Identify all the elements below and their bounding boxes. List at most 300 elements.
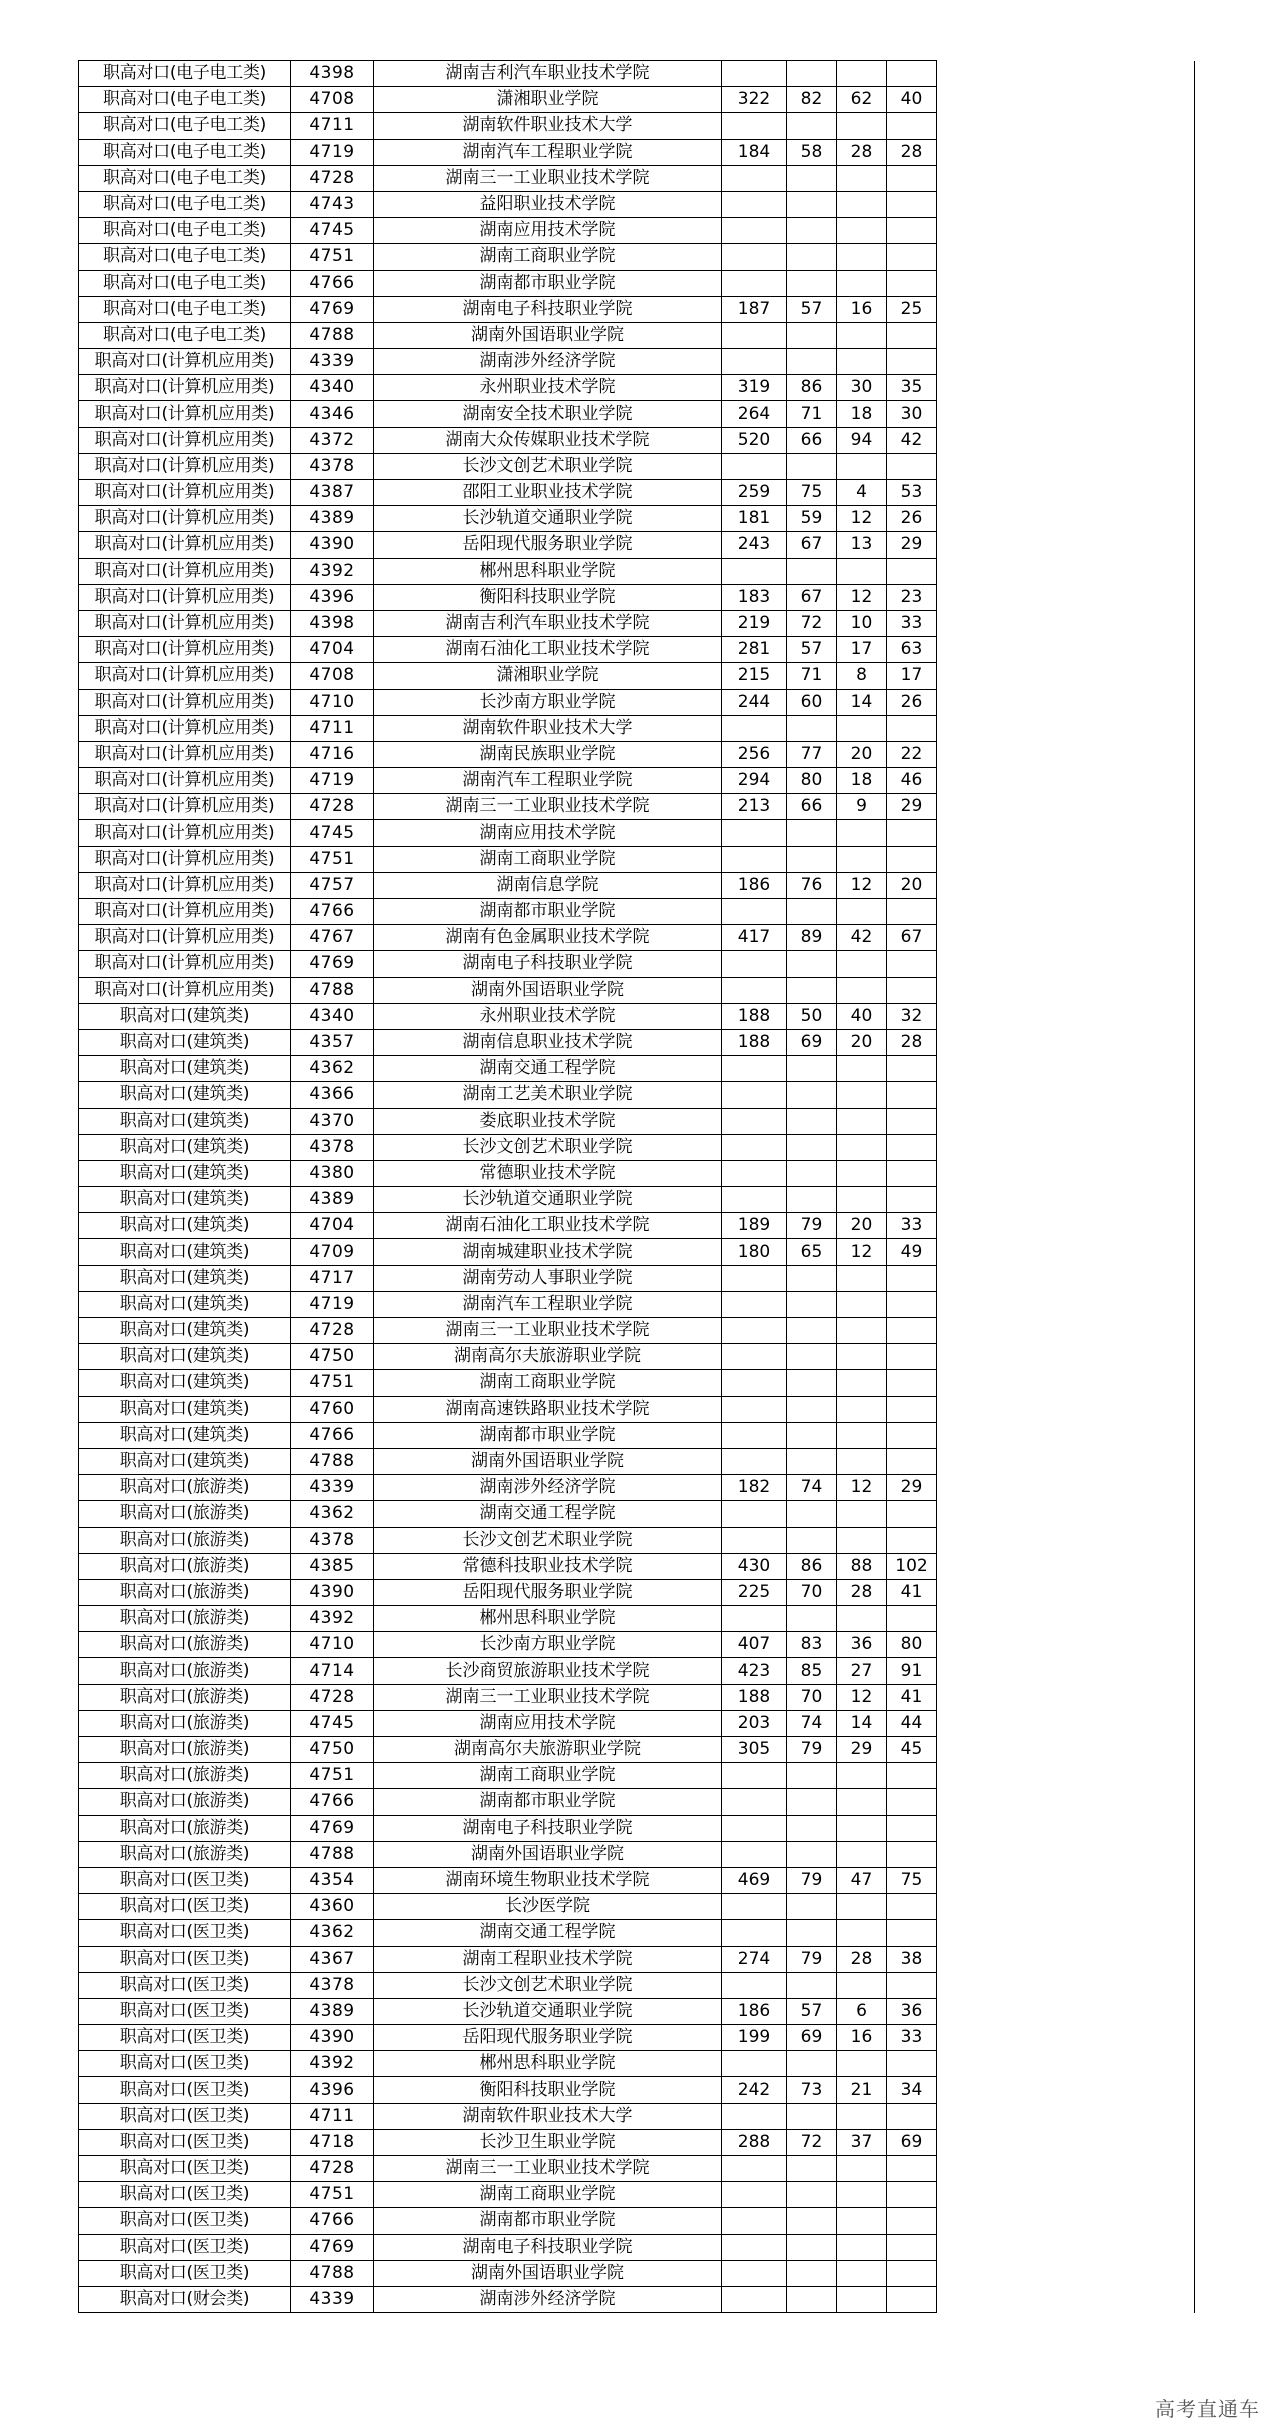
empty-cell xyxy=(937,322,1195,348)
math-cell xyxy=(837,244,887,270)
math-cell: 10 xyxy=(837,610,887,636)
score-cell xyxy=(722,1160,787,1186)
table-row xyxy=(79,1763,1195,1789)
code-cell: 4745 xyxy=(291,218,374,244)
chinese-cell xyxy=(787,1815,837,1841)
table-row xyxy=(79,768,1195,794)
math-cell xyxy=(837,558,887,584)
category-cell: 职高对口(计算机应用类) xyxy=(79,506,291,532)
empty-cell xyxy=(937,218,1195,244)
english-cell xyxy=(887,1448,937,1474)
school-cell: 湖南工艺美术职业学院 xyxy=(374,1082,722,1108)
score-cell xyxy=(722,820,787,846)
math-cell: 13 xyxy=(837,532,887,558)
code-cell: 4360 xyxy=(291,1894,374,1920)
category-cell: 职高对口(计算机应用类) xyxy=(79,977,291,1003)
score-cell xyxy=(722,1841,787,1867)
category-cell: 职高对口(电子电工类) xyxy=(79,87,291,113)
empty-cell xyxy=(937,1579,1195,1605)
chinese-cell: 66 xyxy=(787,794,837,820)
school-cell: 湖南工商职业学院 xyxy=(374,846,722,872)
category-cell: 职高对口(计算机应用类) xyxy=(79,872,291,898)
score-cell: 183 xyxy=(722,584,787,610)
math-cell: 6 xyxy=(837,1998,887,2024)
math-cell xyxy=(837,2286,887,2312)
english-cell xyxy=(887,1763,937,1789)
table-row xyxy=(79,349,1195,375)
school-cell: 湖南应用技术学院 xyxy=(374,218,722,244)
code-cell: 4766 xyxy=(291,899,374,925)
school-cell: 益阳职业技术学院 xyxy=(374,191,722,217)
code-cell: 4750 xyxy=(291,1344,374,1370)
score-cell xyxy=(722,1422,787,1448)
math-cell xyxy=(837,1789,887,1815)
chinese-cell: 82 xyxy=(787,87,837,113)
math-cell xyxy=(837,1448,887,1474)
english-cell xyxy=(887,820,937,846)
empty-cell xyxy=(937,1239,1195,1265)
code-cell: 4728 xyxy=(291,165,374,191)
empty-cell xyxy=(937,1710,1195,1736)
code-cell: 4728 xyxy=(291,2156,374,2182)
empty-cell xyxy=(937,846,1195,872)
category-cell: 职高对口(医卫类) xyxy=(79,1972,291,1998)
english-cell xyxy=(887,1972,937,1998)
school-cell: 湖南都市职业学院 xyxy=(374,1789,722,1815)
category-cell: 职高对口(建筑类) xyxy=(79,1344,291,1370)
table-body xyxy=(79,61,1195,2313)
score-cell: 203 xyxy=(722,1710,787,1736)
school-cell: 岳阳现代服务职业学院 xyxy=(374,532,722,558)
table-row xyxy=(79,1972,1195,1998)
math-cell: 27 xyxy=(837,1658,887,1684)
code-cell: 4710 xyxy=(291,1632,374,1658)
code-cell: 4766 xyxy=(291,1422,374,1448)
english-cell: 29 xyxy=(887,1475,937,1501)
school-cell: 长沙南方职业学院 xyxy=(374,1632,722,1658)
chinese-cell: 89 xyxy=(787,925,837,951)
table-row xyxy=(79,1920,1195,1946)
school-cell: 湖南汽车工程职业学院 xyxy=(374,1291,722,1317)
english-cell xyxy=(887,846,937,872)
english-cell: 33 xyxy=(887,610,937,636)
english-cell: 25 xyxy=(887,296,937,322)
english-cell: 91 xyxy=(887,1658,937,1684)
school-cell: 长沙商贸旅游职业技术学院 xyxy=(374,1658,722,1684)
empty-cell xyxy=(937,2260,1195,2286)
chinese-cell xyxy=(787,558,837,584)
english-cell xyxy=(887,1082,937,1108)
chinese-cell: 57 xyxy=(787,1998,837,2024)
english-cell: 34 xyxy=(887,2077,937,2103)
empty-cell xyxy=(937,1920,1195,1946)
english-cell xyxy=(887,1815,937,1841)
empty-cell xyxy=(937,2129,1195,2155)
school-cell: 湖南三一工业职业技术学院 xyxy=(374,1684,722,1710)
empty-cell xyxy=(937,977,1195,1003)
chinese-cell xyxy=(787,2234,837,2260)
score-cell xyxy=(722,1108,787,1134)
math-cell xyxy=(837,2051,887,2077)
empty-cell xyxy=(937,1553,1195,1579)
english-cell: 30 xyxy=(887,401,937,427)
category-cell: 职高对口(医卫类) xyxy=(79,2208,291,2234)
table-row xyxy=(79,1370,1195,1396)
school-cell: 湖南应用技术学院 xyxy=(374,820,722,846)
english-cell: 33 xyxy=(887,2025,937,2051)
code-cell: 4709 xyxy=(291,1239,374,1265)
school-cell: 湖南信息职业技术学院 xyxy=(374,1029,722,1055)
table-row xyxy=(79,1108,1195,1134)
category-cell: 职高对口(旅游类) xyxy=(79,1710,291,1736)
math-cell xyxy=(837,2234,887,2260)
school-cell: 湖南信息学院 xyxy=(374,872,722,898)
category-cell: 职高对口(医卫类) xyxy=(79,1867,291,1893)
chinese-cell xyxy=(787,951,837,977)
table-row xyxy=(79,165,1195,191)
school-cell: 湖南工商职业学院 xyxy=(374,1370,722,1396)
code-cell: 4340 xyxy=(291,375,374,401)
table-row xyxy=(79,427,1195,453)
code-cell: 4354 xyxy=(291,1867,374,1893)
category-cell: 职高对口(建筑类) xyxy=(79,1422,291,1448)
code-cell: 4745 xyxy=(291,1710,374,1736)
math-cell xyxy=(837,1160,887,1186)
code-cell: 4362 xyxy=(291,1056,374,1082)
math-cell xyxy=(837,165,887,191)
table-row xyxy=(79,296,1195,322)
code-cell: 4385 xyxy=(291,1553,374,1579)
score-cell: 264 xyxy=(722,401,787,427)
table-row xyxy=(79,453,1195,479)
code-cell: 4372 xyxy=(291,427,374,453)
math-cell xyxy=(837,977,887,1003)
chinese-cell: 66 xyxy=(787,427,837,453)
empty-cell xyxy=(937,1841,1195,1867)
chinese-cell xyxy=(787,899,837,925)
chinese-cell xyxy=(787,2051,837,2077)
english-cell xyxy=(887,270,937,296)
code-cell: 4396 xyxy=(291,584,374,610)
category-cell: 职高对口(建筑类) xyxy=(79,1082,291,1108)
score-cell xyxy=(722,1056,787,1082)
score-cell xyxy=(722,1396,787,1422)
category-cell: 职高对口(旅游类) xyxy=(79,1606,291,1632)
chinese-cell xyxy=(787,61,837,87)
math-cell: 12 xyxy=(837,1684,887,1710)
school-cell: 湖南交通工程学院 xyxy=(374,1056,722,1082)
math-cell: 12 xyxy=(837,584,887,610)
english-cell xyxy=(887,977,937,1003)
math-cell xyxy=(837,1187,887,1213)
english-cell xyxy=(887,113,937,139)
code-cell: 4389 xyxy=(291,1187,374,1213)
empty-cell xyxy=(937,1056,1195,1082)
school-cell: 湖南电子科技职业学院 xyxy=(374,951,722,977)
chinese-cell: 70 xyxy=(787,1684,837,1710)
category-cell: 职高对口(电子电工类) xyxy=(79,218,291,244)
empty-cell xyxy=(937,2208,1195,2234)
table-row xyxy=(79,2182,1195,2208)
score-cell xyxy=(722,2156,787,2182)
math-cell xyxy=(837,349,887,375)
school-cell: 湖南城建职业技术学院 xyxy=(374,1239,722,1265)
school-cell: 湖南石油化工职业技术学院 xyxy=(374,1213,722,1239)
chinese-cell xyxy=(787,270,837,296)
school-cell: 湖南应用技术学院 xyxy=(374,1710,722,1736)
chinese-cell xyxy=(787,1056,837,1082)
category-cell: 职高对口(计算机应用类) xyxy=(79,558,291,584)
code-cell: 4718 xyxy=(291,2129,374,2155)
code-cell: 4704 xyxy=(291,1213,374,1239)
math-cell: 14 xyxy=(837,689,887,715)
english-cell: 53 xyxy=(887,480,937,506)
score-cell xyxy=(722,2103,787,2129)
code-cell: 4751 xyxy=(291,244,374,270)
table-row xyxy=(79,1265,1195,1291)
table-row xyxy=(79,741,1195,767)
score-cell xyxy=(722,1894,787,1920)
empty-cell xyxy=(937,951,1195,977)
english-cell xyxy=(887,322,937,348)
empty-cell xyxy=(937,1422,1195,1448)
code-cell: 4380 xyxy=(291,1160,374,1186)
table-row xyxy=(79,1867,1195,1893)
chinese-cell xyxy=(787,1134,837,1160)
chinese-cell xyxy=(787,715,837,741)
math-cell: 12 xyxy=(837,506,887,532)
code-cell: 4387 xyxy=(291,480,374,506)
score-cell: 288 xyxy=(722,2129,787,2155)
math-cell: 29 xyxy=(837,1737,887,1763)
math-cell xyxy=(837,1344,887,1370)
empty-cell xyxy=(937,2103,1195,2129)
score-cell: 215 xyxy=(722,663,787,689)
category-cell: 职高对口(建筑类) xyxy=(79,1318,291,1344)
empty-cell xyxy=(937,2077,1195,2103)
category-cell: 职高对口(电子电工类) xyxy=(79,296,291,322)
score-cell: 274 xyxy=(722,1946,787,1972)
school-cell: 常德职业技术学院 xyxy=(374,1160,722,1186)
chinese-cell: 67 xyxy=(787,584,837,610)
table-row xyxy=(79,191,1195,217)
empty-cell xyxy=(937,1396,1195,1422)
category-cell: 职高对口(计算机应用类) xyxy=(79,610,291,636)
english-cell xyxy=(887,2286,937,2312)
school-cell: 湖南汽车工程职业学院 xyxy=(374,139,722,165)
table-row xyxy=(79,1946,1195,1972)
table-row xyxy=(79,2208,1195,2234)
category-cell: 职高对口(计算机应用类) xyxy=(79,925,291,951)
chinese-cell xyxy=(787,1082,837,1108)
empty-cell xyxy=(937,191,1195,217)
chinese-cell xyxy=(787,2260,837,2286)
score-cell: 182 xyxy=(722,1475,787,1501)
category-cell: 职高对口(医卫类) xyxy=(79,1998,291,2024)
category-cell: 职高对口(医卫类) xyxy=(79,1920,291,1946)
english-cell xyxy=(887,61,937,87)
math-cell xyxy=(837,61,887,87)
school-cell: 湖南都市职业学院 xyxy=(374,270,722,296)
table-row xyxy=(79,610,1195,636)
math-cell xyxy=(837,1370,887,1396)
chinese-cell: 67 xyxy=(787,532,837,558)
chinese-cell xyxy=(787,1841,837,1867)
category-cell: 职高对口(旅游类) xyxy=(79,1527,291,1553)
math-cell xyxy=(837,1920,887,1946)
empty-cell xyxy=(937,244,1195,270)
math-cell xyxy=(837,1841,887,1867)
empty-cell xyxy=(937,1082,1195,1108)
english-cell: 45 xyxy=(887,1737,937,1763)
empty-cell xyxy=(937,1867,1195,1893)
code-cell: 4760 xyxy=(291,1396,374,1422)
category-cell: 职高对口(建筑类) xyxy=(79,1265,291,1291)
math-cell: 30 xyxy=(837,375,887,401)
category-cell: 职高对口(医卫类) xyxy=(79,2129,291,2155)
school-cell: 湖南涉外经济学院 xyxy=(374,349,722,375)
empty-cell xyxy=(937,2286,1195,2312)
score-cell xyxy=(722,1501,787,1527)
table-row xyxy=(79,1448,1195,1474)
chinese-cell xyxy=(787,2208,837,2234)
category-cell: 职高对口(建筑类) xyxy=(79,1448,291,1474)
score-cell xyxy=(722,1187,787,1213)
school-cell: 湖南高速铁路职业技术学院 xyxy=(374,1396,722,1422)
empty-cell xyxy=(937,2025,1195,2051)
score-cell xyxy=(722,1134,787,1160)
math-cell: 16 xyxy=(837,296,887,322)
math-cell xyxy=(837,1134,887,1160)
english-cell: 41 xyxy=(887,1579,937,1605)
score-cell: 184 xyxy=(722,139,787,165)
math-cell: 18 xyxy=(837,768,887,794)
code-cell: 4745 xyxy=(291,820,374,846)
empty-cell xyxy=(937,1475,1195,1501)
table-row xyxy=(79,1841,1195,1867)
english-cell xyxy=(887,191,937,217)
table-row xyxy=(79,1213,1195,1239)
empty-cell xyxy=(937,768,1195,794)
code-cell: 4750 xyxy=(291,1737,374,1763)
chinese-cell xyxy=(787,1370,837,1396)
score-cell xyxy=(722,1265,787,1291)
code-cell: 4711 xyxy=(291,2103,374,2129)
school-cell: 常德科技职业技术学院 xyxy=(374,1553,722,1579)
english-cell: 36 xyxy=(887,1998,937,2024)
category-cell: 职高对口(计算机应用类) xyxy=(79,349,291,375)
math-cell xyxy=(837,2182,887,2208)
score-cell xyxy=(722,899,787,925)
code-cell: 4743 xyxy=(291,191,374,217)
math-cell: 28 xyxy=(837,139,887,165)
score-cell: 281 xyxy=(722,637,787,663)
code-cell: 4788 xyxy=(291,322,374,348)
category-cell: 职高对口(医卫类) xyxy=(79,2182,291,2208)
table-row xyxy=(79,1710,1195,1736)
school-cell: 湖南安全技术职业学院 xyxy=(374,401,722,427)
score-cell xyxy=(722,191,787,217)
category-cell: 职高对口(计算机应用类) xyxy=(79,401,291,427)
code-cell: 4728 xyxy=(291,1318,374,1344)
category-cell: 职高对口(旅游类) xyxy=(79,1841,291,1867)
table-row xyxy=(79,480,1195,506)
chinese-cell xyxy=(787,2156,837,2182)
score-cell xyxy=(722,2234,787,2260)
english-cell: 28 xyxy=(887,1029,937,1055)
school-cell: 湖南电子科技职业学院 xyxy=(374,2234,722,2260)
english-cell: 44 xyxy=(887,1710,937,1736)
code-cell: 4728 xyxy=(291,1684,374,1710)
category-cell: 职高对口(计算机应用类) xyxy=(79,820,291,846)
category-cell: 职高对口(医卫类) xyxy=(79,2077,291,2103)
code-cell: 4390 xyxy=(291,1579,374,1605)
math-cell: 4 xyxy=(837,480,887,506)
code-cell: 4362 xyxy=(291,1920,374,1946)
english-cell xyxy=(887,1265,937,1291)
category-cell: 职高对口(计算机应用类) xyxy=(79,637,291,663)
code-cell: 4378 xyxy=(291,1972,374,1998)
math-cell xyxy=(837,899,887,925)
score-cell xyxy=(722,244,787,270)
chinese-cell xyxy=(787,1920,837,1946)
category-cell: 职高对口(计算机应用类) xyxy=(79,768,291,794)
watermark-text: 高考直通车 xyxy=(1155,2397,1260,2421)
math-cell: 42 xyxy=(837,925,887,951)
category-cell: 职高对口(建筑类) xyxy=(79,1056,291,1082)
school-cell: 湖南高尔夫旅游职业学院 xyxy=(374,1737,722,1763)
score-cell: 430 xyxy=(722,1553,787,1579)
empty-cell xyxy=(937,689,1195,715)
school-cell: 湖南交通工程学院 xyxy=(374,1501,722,1527)
chinese-cell: 79 xyxy=(787,1946,837,1972)
school-cell: 长沙文创艺术职业学院 xyxy=(374,1134,722,1160)
empty-cell xyxy=(937,1213,1195,1239)
english-cell xyxy=(887,218,937,244)
table-row xyxy=(79,2103,1195,2129)
category-cell: 职高对口(旅游类) xyxy=(79,1684,291,1710)
code-cell: 4339 xyxy=(291,349,374,375)
score-cell: 294 xyxy=(722,768,787,794)
empty-cell xyxy=(937,794,1195,820)
math-cell xyxy=(837,1815,887,1841)
code-cell: 4751 xyxy=(291,846,374,872)
code-cell: 4704 xyxy=(291,637,374,663)
score-cell xyxy=(722,453,787,479)
school-cell: 湖南吉利汽车职业技术学院 xyxy=(374,610,722,636)
empty-cell xyxy=(937,1108,1195,1134)
english-cell: 49 xyxy=(887,1239,937,1265)
table-row xyxy=(79,1160,1195,1186)
table-row xyxy=(79,2234,1195,2260)
score-cell xyxy=(722,1318,787,1344)
school-cell: 湖南涉外经济学院 xyxy=(374,1475,722,1501)
english-cell xyxy=(887,1606,937,1632)
english-cell xyxy=(887,951,937,977)
english-cell: 80 xyxy=(887,1632,937,1658)
empty-cell xyxy=(937,715,1195,741)
chinese-cell xyxy=(787,1344,837,1370)
school-cell: 湖南交通工程学院 xyxy=(374,1920,722,1946)
english-cell: 26 xyxy=(887,506,937,532)
school-cell: 湖南高尔夫旅游职业学院 xyxy=(374,1344,722,1370)
empty-cell xyxy=(937,1187,1195,1213)
chinese-cell: 69 xyxy=(787,2025,837,2051)
empty-cell xyxy=(937,61,1195,87)
english-cell xyxy=(887,1291,937,1317)
school-cell: 娄底职业技术学院 xyxy=(374,1108,722,1134)
table-row xyxy=(79,1475,1195,1501)
